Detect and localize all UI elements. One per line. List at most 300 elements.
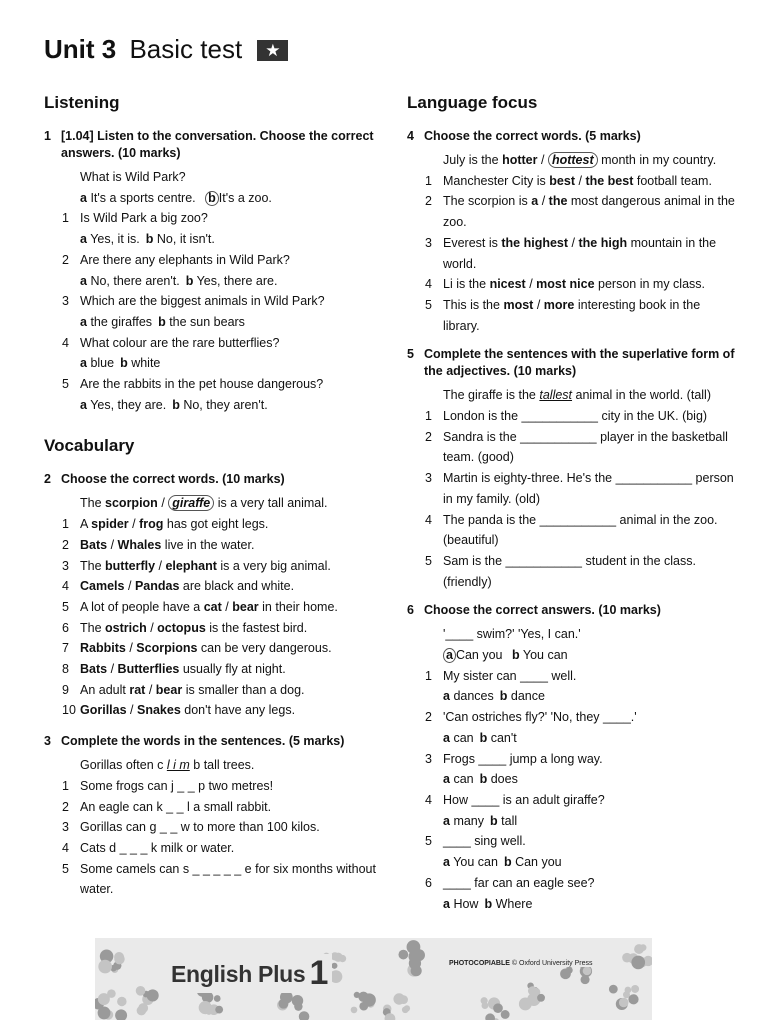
sentence-text: Martin is eighty-three. He's the ___________ person in my family. (old) <box>443 471 734 506</box>
sentence-text: Gorillas can g _ _ w to more than 100 kilos. <box>80 820 320 835</box>
answer-options <box>407 894 737 915</box>
item-number: 2 <box>425 194 432 209</box>
item-number: 4 <box>62 840 69 855</box>
answer-options <box>407 811 737 832</box>
item-number: 4 <box>425 512 432 527</box>
option-b-letter: b <box>484 896 493 911</box>
copyright-text: © Oxford University Press <box>511 960 593 967</box>
option-a <box>80 398 166 412</box>
separator: / <box>541 194 546 209</box>
option-b <box>172 398 268 412</box>
question-item <box>44 208 384 229</box>
option-b-text: white <box>131 356 161 371</box>
sentence-text: London is the ___________ city in the UK. (big) <box>443 409 708 424</box>
option-a-text: dances <box>453 689 494 704</box>
question-item <box>407 790 737 811</box>
word-option-1: hotter <box>502 153 538 167</box>
word-option-1: cat <box>203 599 222 614</box>
text-post: are black and white. <box>182 579 295 594</box>
question-text: ____ far can an eagle see? <box>443 875 595 890</box>
sentence-text: Some camels can s _ _ _ _ _ e for six months without water. <box>80 861 376 897</box>
question-item <box>44 776 384 797</box>
question-text: '____ swim?' 'Yes, I can.' <box>443 627 581 642</box>
text-post: interesting book in the library. <box>443 297 701 333</box>
option-a-letter: a <box>443 896 450 911</box>
separator: / <box>225 599 229 614</box>
option-a-letter: a <box>80 232 87 247</box>
option-b <box>480 731 517 745</box>
text-post: has got eight legs. <box>166 517 269 532</box>
question-item <box>407 551 737 592</box>
word-option-1: scorpion <box>105 496 158 511</box>
question-text: What colour are the rare butterflies? <box>80 335 280 350</box>
word-option-1: Camels <box>80 579 125 594</box>
footer-banner <box>95 938 652 1020</box>
question-6-instruction <box>407 602 737 619</box>
example-question <box>44 167 384 188</box>
text-pre: Li is the <box>443 277 487 292</box>
word-option-1: Bats <box>80 537 108 552</box>
option-a-text: the giraffes <box>90 314 153 329</box>
text-post: don't have any legs. <box>184 703 296 718</box>
question-text: 'Can ostriches fly?' 'No, they ____.' <box>443 710 637 725</box>
separator: / <box>110 662 115 677</box>
question-item <box>407 427 737 468</box>
item-number: 3 <box>62 294 69 309</box>
option-b-text: can't <box>490 730 517 745</box>
word-option-2: bear <box>232 599 259 614</box>
question-number: 2 <box>44 472 51 487</box>
option-b <box>186 274 278 288</box>
question-number: 3 <box>44 734 51 749</box>
word-option-2: most nice <box>536 277 595 292</box>
circled-answer: giraffe <box>168 495 214 511</box>
option-a-text: It's a sports centre. <box>90 190 196 205</box>
listening-heading: Listening <box>44 93 120 112</box>
option-a-letter: a <box>80 273 87 288</box>
word-option-1: rat <box>129 682 146 697</box>
text-post: is smaller than a dog. <box>185 682 305 697</box>
sentence-text: Some frogs can j _ _ p two metres! <box>80 778 274 793</box>
answer-options <box>407 769 737 790</box>
item-number: 1 <box>62 778 69 793</box>
item-number: 3 <box>425 751 432 766</box>
item-number: 2 <box>62 537 69 552</box>
question-item <box>44 817 384 838</box>
star-icon: ★ <box>257 40 288 61</box>
question-text: Are there any elephants in Wild Park? <box>80 252 290 267</box>
option-b-text: Where <box>495 896 533 911</box>
text-pre: The <box>80 620 102 635</box>
option-a-letter: a <box>443 730 450 745</box>
option-b-letter: b <box>185 273 194 288</box>
option-b-letter: b <box>479 730 488 745</box>
text-pre: The <box>80 496 102 511</box>
item-number: 4 <box>62 579 69 594</box>
answer-options <box>44 271 384 292</box>
example-answer: tallest <box>539 388 573 403</box>
item-number: 9 <box>62 682 69 697</box>
word-option-2: bear <box>155 682 183 697</box>
word-option-2: frog <box>139 517 164 532</box>
question-text: Is Wild Park a big zoo? <box>80 211 208 226</box>
question-number: 1 <box>44 129 51 143</box>
option-a-text: You can <box>453 855 498 870</box>
brand-name: English Plus <box>171 961 306 987</box>
item-number: 2 <box>62 252 69 267</box>
text-post: live in the water. <box>164 537 255 552</box>
example-item <box>407 385 737 406</box>
separator: / <box>150 620 154 635</box>
separator: / <box>110 537 115 552</box>
item-number: 1 <box>62 211 69 226</box>
text-post: is the fastest bird. <box>209 620 308 635</box>
question-item <box>44 576 384 597</box>
example-item <box>44 755 384 776</box>
text-post: can be very dangerous. <box>200 641 332 656</box>
text-pre: The scorpion is <box>443 194 528 209</box>
text-post: month in my country. <box>601 153 717 167</box>
item-number: 5 <box>62 377 69 392</box>
question-item <box>44 838 384 859</box>
option-a-text: Yes, it is. <box>90 232 140 247</box>
option-b-letter: b <box>145 232 154 247</box>
question-item <box>44 514 384 535</box>
question-5-instruction <box>407 346 737 380</box>
word-option-1: spider <box>91 517 129 532</box>
option-a <box>80 232 140 246</box>
option-b <box>120 356 160 370</box>
question-item <box>44 597 384 618</box>
text-pre: A lot of people have a <box>80 599 201 614</box>
item-number: 10 <box>62 703 76 718</box>
vocabulary-heading: Vocabulary <box>44 436 135 456</box>
sentence-text: The panda is the ___________ animal in the zoo. (beautiful) <box>443 512 718 548</box>
question-item <box>407 233 737 274</box>
text-post: most dangerous animal in the zoo. <box>443 194 735 230</box>
sentence-text: Cats d _ _ _ k milk or water. <box>80 840 235 855</box>
example-item <box>44 493 384 514</box>
text-pre: An adult <box>80 682 126 697</box>
question-item <box>407 295 737 336</box>
word-option-2: Pandas <box>134 579 180 594</box>
option-a-text: can <box>453 730 474 745</box>
option-a <box>443 855 498 869</box>
text-post: usually fly at night. <box>182 662 286 677</box>
text-post: person in my class. <box>598 277 705 292</box>
word-option-2: octopus <box>157 620 206 635</box>
item-number: 8 <box>62 662 69 677</box>
item-number: 3 <box>62 558 69 573</box>
option-b-text: dance <box>510 689 545 704</box>
text-post: animal in the world. (tall) <box>575 388 711 403</box>
option-b-text: the sun bears <box>169 314 245 329</box>
question-4-items <box>407 171 737 337</box>
item-number: 2 <box>62 799 69 814</box>
separator: / <box>571 235 576 250</box>
option-b-text: No, they aren't. <box>183 397 268 412</box>
question-number: 4 <box>407 129 414 143</box>
item-number: 1 <box>425 409 432 424</box>
text-pre: Gorillas often c <box>80 758 164 773</box>
question-2-items <box>44 514 384 721</box>
item-number: 6 <box>425 875 432 890</box>
text-post: mountain in the world. <box>443 235 717 271</box>
word-option-2: more <box>543 297 575 312</box>
word-option-2: Scorpions <box>136 641 198 656</box>
answer-options <box>407 852 737 873</box>
question-number: 6 <box>407 603 414 618</box>
question-text: Frogs ____ jump a long way. <box>443 751 603 766</box>
question-item <box>44 638 384 659</box>
item-number: 7 <box>62 641 69 656</box>
item-number: 5 <box>425 553 432 568</box>
option-a-text: can <box>453 772 474 787</box>
question-item <box>407 274 737 295</box>
word-option-2: the best <box>585 173 634 188</box>
question-item <box>407 468 737 509</box>
item-number: 1 <box>425 668 432 683</box>
option-a-letter: a <box>443 689 450 704</box>
option-b-text: It's a zoo. <box>218 190 272 205</box>
question-5-items <box>407 406 737 592</box>
question-item <box>407 831 737 852</box>
question-item <box>44 333 384 354</box>
answer-options <box>44 395 384 416</box>
option-a-text: Yes, they are. <box>90 397 167 412</box>
question-3-instruction <box>44 733 384 750</box>
option-a <box>443 689 494 703</box>
question-item <box>407 191 737 232</box>
example-options <box>407 645 737 666</box>
right-column <box>407 92 737 914</box>
question-item <box>44 250 384 271</box>
question-1-instruction <box>44 128 384 162</box>
option-b-letter: b <box>503 855 512 870</box>
question-4-instruction <box>407 128 737 145</box>
item-number: 1 <box>425 173 432 188</box>
text-pre: This is the <box>443 297 500 312</box>
item-number: 5 <box>425 297 432 312</box>
question-item <box>44 556 384 577</box>
instruction-text: Complete the sentences with the superlative form of the adjectives. (10 marks) <box>424 347 735 379</box>
question-item <box>407 510 737 551</box>
item-number: 2 <box>425 429 432 444</box>
item-number: 6 <box>62 620 69 635</box>
question-text: Which are the biggest animals in Wild Park? <box>80 294 325 309</box>
question-item <box>407 171 737 192</box>
option-a-text: No, there aren't. <box>90 273 180 288</box>
question-text: What is Wild Park? <box>80 170 186 184</box>
text-post: is a very tall animal. <box>217 496 328 511</box>
word-option-1: a <box>531 194 539 209</box>
instruction-text: Choose the correct words. (5 marks) <box>424 129 641 143</box>
word-option-2: the high <box>578 235 628 250</box>
separator: / <box>578 173 582 188</box>
option-a <box>443 731 474 745</box>
separator: / <box>529 277 533 292</box>
test-title: Basic test <box>129 34 243 64</box>
separator: / <box>129 641 133 656</box>
item-number: 5 <box>62 861 69 876</box>
option-a-text: blue <box>90 356 115 371</box>
option-b <box>500 689 545 703</box>
option-a-letter: a <box>80 190 87 205</box>
instruction-text: Choose the correct words. (10 marks) <box>61 472 285 487</box>
brand-logo <box>167 954 332 993</box>
option-b-letter: b <box>120 356 128 371</box>
separator: / <box>536 297 541 312</box>
question-item <box>44 291 384 312</box>
question-text: How ____ is an adult giraffe? <box>443 792 605 807</box>
separator: / <box>148 682 153 697</box>
left-column <box>44 92 384 900</box>
option-a-letter: a <box>80 314 87 329</box>
question-item <box>44 859 384 900</box>
option-a-text: How <box>453 896 479 911</box>
option-b <box>158 315 245 329</box>
word-option-2: Snakes <box>137 703 181 718</box>
instruction-text: Complete the words in the sentences. (5 marks) <box>61 734 345 749</box>
circled-answer: hottest <box>548 152 598 168</box>
example-answer: l i m <box>166 758 190 773</box>
item-number: 4 <box>425 792 432 807</box>
unit-number: Unit 3 <box>44 34 117 64</box>
word-option-1: best <box>549 173 575 188</box>
option-a <box>80 274 180 288</box>
question-text: ____ sing well. <box>443 834 526 849</box>
question-item <box>44 797 384 818</box>
option-b-letter: b <box>512 648 520 663</box>
text-post: b tall trees. <box>193 758 255 773</box>
copyright-notice <box>447 960 595 967</box>
circled-answer: a <box>443 648 456 663</box>
word-option-1: Bats <box>80 662 108 677</box>
sentence-text: Sam is the ___________ student in the class. (friendly) <box>443 553 696 589</box>
option-b-text: No, it isn't. <box>156 232 215 247</box>
word-option-2: the <box>548 194 568 209</box>
word-option-1: butterfly <box>105 558 156 573</box>
language-focus-heading: Language focus <box>407 93 538 112</box>
word-option-1: most <box>503 297 534 312</box>
option-b <box>480 772 518 786</box>
instruction-text: [1.04] Listen to the conversation. Choose the correct answers. (10 marks) <box>61 129 374 160</box>
word-option-1: Rabbits <box>80 641 126 656</box>
question-item <box>44 659 384 680</box>
text-post: football team. <box>636 173 712 188</box>
item-number: 4 <box>425 277 432 292</box>
question-text: My sister can ____ well. <box>443 668 577 683</box>
question-item <box>407 749 737 770</box>
question-item <box>44 680 384 701</box>
option-a-text: many <box>453 813 485 828</box>
question-6-items <box>407 666 737 914</box>
option-a <box>80 315 152 329</box>
question-item <box>44 700 384 721</box>
word-option-2: elephant <box>165 558 217 573</box>
word-option-1: Gorillas <box>80 703 127 718</box>
text-pre: The giraffe is the <box>443 388 536 403</box>
answer-options <box>44 353 384 374</box>
option-a <box>443 772 474 786</box>
word-option-1: nicest <box>489 277 526 292</box>
option-b-letter: b <box>158 314 166 329</box>
option-a-letter: a <box>443 855 450 870</box>
answer-options <box>44 229 384 250</box>
question-item <box>407 707 737 728</box>
word-option-1: the highest <box>501 235 569 250</box>
text-pre: A <box>80 517 88 532</box>
question-number: 5 <box>407 347 414 362</box>
sentence-text: An eagle can k _ _ l a small rabbit. <box>80 799 272 814</box>
question-item <box>44 535 384 556</box>
answer-options <box>407 728 737 749</box>
text-pre: Manchester City is <box>443 173 546 188</box>
question-2-instruction <box>44 471 384 488</box>
option-a-letter: a <box>80 356 87 371</box>
option-b-letter: b <box>479 772 488 787</box>
text-pre: The <box>80 558 102 573</box>
option-b <box>484 897 532 911</box>
example-question <box>407 624 737 645</box>
word-option-2: Whales <box>117 537 162 552</box>
option-a <box>80 356 114 370</box>
item-number: 2 <box>425 710 432 725</box>
instruction-text: Choose the correct answers. (10 marks) <box>424 603 661 618</box>
example-options <box>44 188 384 209</box>
separator: / <box>127 579 132 594</box>
item-number: 1 <box>62 517 69 532</box>
answer-options <box>44 312 384 333</box>
option-b <box>504 855 562 869</box>
text-post: is a very big animal. <box>220 558 331 573</box>
option-b-letter: b <box>499 689 508 704</box>
separator: / <box>540 153 545 167</box>
photocopiable-label: PHOTOCOPIABLE <box>449 960 510 967</box>
option-b-text: Yes, there are. <box>196 273 278 288</box>
option-b <box>146 232 215 246</box>
circled-answer: b <box>205 191 219 206</box>
option-b-letter: b <box>172 397 180 412</box>
separator: / <box>130 703 134 718</box>
question-item <box>407 873 737 894</box>
option-b-text: You can <box>522 648 568 663</box>
option-a-letter: a <box>443 772 450 787</box>
answer-options <box>407 686 737 707</box>
question-item <box>407 666 737 687</box>
option-a-letter: a <box>80 397 87 412</box>
item-number: 5 <box>425 834 432 849</box>
option-b-text: does <box>490 772 518 787</box>
separator: / <box>132 517 136 532</box>
option-b-text: tall <box>501 813 518 828</box>
word-option-2: Butterflies <box>117 662 180 677</box>
question-item <box>407 406 737 427</box>
question-1-items <box>44 208 384 415</box>
sentence-text: Sandra is the ___________ player in the basketball team. (good) <box>443 429 728 465</box>
brand-level: 1 <box>309 954 329 992</box>
word-option-1: ostrich <box>105 620 147 635</box>
example-item <box>407 150 737 171</box>
option-b-text: Can you <box>515 855 562 870</box>
item-number: 3 <box>62 820 69 835</box>
item-number: 3 <box>425 235 432 250</box>
option-a-letter: a <box>443 813 450 828</box>
text-post: in their home. <box>262 599 338 614</box>
question-3-items <box>44 776 384 900</box>
separator: / <box>158 558 162 573</box>
page-title <box>44 34 288 65</box>
